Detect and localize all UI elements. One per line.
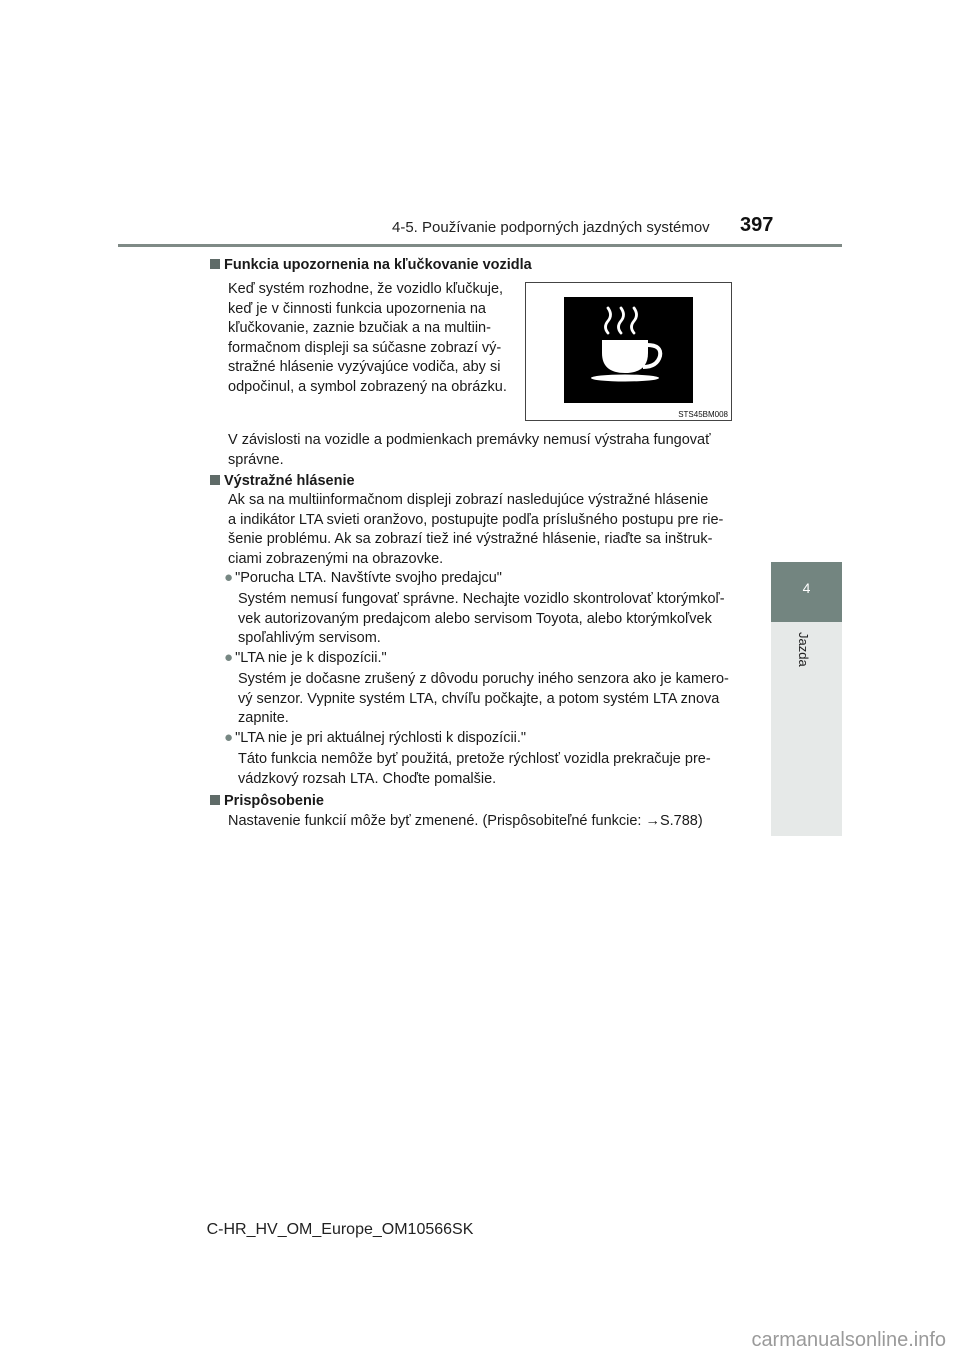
watermark: carmanualsonline.info [751,1329,946,1351]
circle-bullet-icon: ● [224,649,234,666]
list-item-description: Systém je dočasne zrušený z dôvodu poruchy iného senzora ako je kamero- vý senzor. Vypnite systém LTA, chvíľu počkajte, a potom systém LTA znova zapnite. [238,671,729,726]
header-divider [118,244,842,247]
coffee-cup-icon [526,283,731,420]
list-item: ● "LTA nie je k dispozícii." [224,649,387,666]
chapter-label: Jazda [796,632,811,667]
circle-bullet-icon: ● [224,729,234,746]
fatigue-note: V závislosti na vozidle a podmienkach premávky nemusí výstraha fungovať správne. [228,432,711,468]
circle-bullet-icon: ● [224,569,234,586]
square-bullet-icon [210,795,220,805]
heading-warnings: Výstražné hlásenie [210,473,355,489]
list-item-description: Táto funkcia nemôže byť použitá, pretože rýchlosť vozidla prekračuje pre- vádzkový rozsah LTA. Choďte pomalšie. [238,751,711,787]
list-item: ● "LTA nie je pri aktuálnej rýchlosti k dispozícii." [224,729,527,746]
square-bullet-icon [210,475,220,485]
fatigue-description: Keď systém rozhodne, že vozidlo kľučkuje, keď je v činnosti funkcia upozornenia na kľučkovanie, zaznie bzučiak a na multiin- formačnom displeji sa súčasne zobrazí vý- stražné hlásenie vyzývajúce vodiča, aby si odpočinul, a symbol zobrazený na obrázku. [228,281,507,395]
square-bullet-icon [210,259,220,269]
heading-fatigue: Funkcia upozornenia na kľučkovanie vozidla [210,257,532,273]
document-code: C-HR_HV_OM_Europe_OM10566SK [206,1221,474,1238]
chapter-tab [771,562,842,622]
coffee-figure [525,282,732,421]
customize-text: Nastavenie funkcií môže byť zmenené. (Prispôsobiteľné funkcie: →S.788) [228,813,703,829]
page-number: 397 [740,214,774,236]
figure-code: STS45BM008 [678,410,728,419]
list-item-description: Systém nemusí fungovať správne. Nechajte vozidlo skontrolovať ktorýmkoľ- vek autorizovaným predajcom alebo servisom Toyota, alebo ktorýmkoľvek spoľahlivým servisom. [238,591,725,646]
list-item: ● "Porucha LTA. Navštívte svojho predajcu" [224,569,502,586]
chapter-number: 4 [802,580,811,596]
heading-customize: Prispôsobenie [210,793,324,809]
warnings-description: Ak sa na multiinformačnom displeji zobrazí nasledujúce výstražné hlásenie a indikátor LTA svieti oranžovo, postupujte podľa príslušného postupu pre rie- šenie problému. Ak sa zobrazí tiež iné výstražné hlásenie, riaďte sa inštruk- ciami zobrazenými na obrazovke. [228,492,724,567]
section-title: 4-5. Používanie podporných jazdných systémov [392,219,710,236]
